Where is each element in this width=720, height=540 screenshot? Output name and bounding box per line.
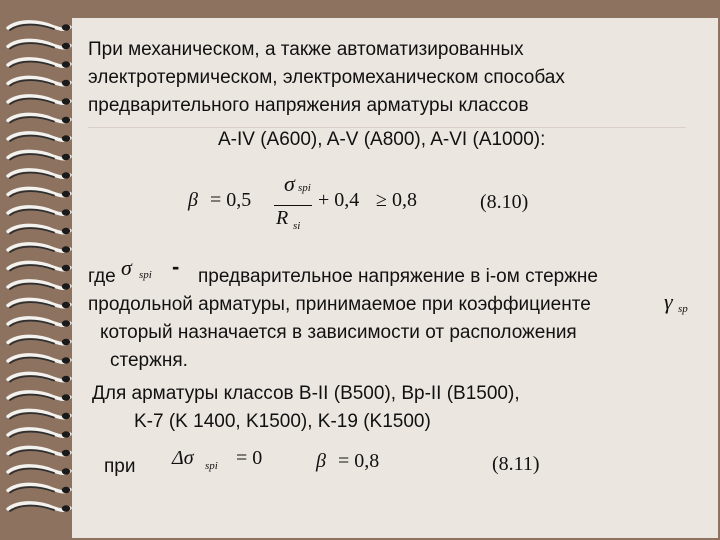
formula-number-8-11: (8.11) [492,453,540,475]
spiral-hole [62,394,70,400]
where-text-4: стержня. [110,350,188,371]
spiral-hole [62,191,70,197]
spiral-hole [62,98,70,104]
where-text-1: предварительное напряжение в i-ом стержне [198,266,598,287]
spiral-hole [62,283,70,289]
spiral-hole [62,246,70,252]
formula-number-8-10: (8.10) [480,191,529,213]
spiral-hole [62,117,70,123]
where-word: где [88,266,116,287]
spiral-hole [62,468,70,474]
where-sigma: σ [121,255,132,280]
intro-line-2: электротермическом, электромеханическом способах [88,67,565,88]
formula-sigma-sub: spi [298,182,311,194]
spiral-hole [62,24,70,30]
spiral-hole [62,228,70,234]
spiral-hole [62,320,70,326]
spiral-hole [62,209,70,215]
gamma-sub: sp [678,303,688,315]
formula-denominator: R [276,207,289,229]
where-dash: - [172,254,180,279]
spiral-hole [62,154,70,160]
spiral-hole [62,431,70,437]
spiral-binding [0,14,86,534]
spiral-hole [62,61,70,67]
formula-delta-eq: = 0 [236,447,263,469]
spiral-hole [62,357,70,363]
spiral-hole [62,172,70,178]
formula-ge-08: ≥ 0,8 [376,189,417,211]
where-text-3: который назначается в зависимости от расположения [100,322,577,343]
spiral-hole [62,505,70,511]
formula-sigma: σ [284,171,295,196]
spiral-hole [62,339,70,345]
formula-plus-04: + 0,4 [318,189,360,211]
spiral-hole [62,376,70,382]
formula-beta-2: β [316,450,326,472]
formula-beta-eq: = 0,8 [338,450,380,472]
gamma-symbol: γ [664,289,673,314]
arm-line-1: Для арматуры классов B-II (B500), Bp-II (B1500), [92,383,520,404]
formula-pri: при [104,456,136,477]
arm-line-2: K-7 (K 1400, K1500), K-19 (K1500) [134,411,431,432]
formula-delta-sigma: Δσ [172,447,194,469]
spiral-hole [62,487,70,493]
where-text-2: продольной арматуры, принимаемое при коэффициенте [88,294,591,315]
spiral-hole [62,80,70,86]
formula-beta: β [188,189,198,211]
spiral-hole [62,135,70,141]
intro-line-1: При механическом, а также автоматизированных [88,39,524,60]
where-sigma-sub: spi [139,269,152,281]
spiral-hole [62,265,70,271]
formula-denominator-sub: si [293,220,301,232]
spiral-hole [62,450,70,456]
intro-line-3: предварительного напряжения арматуры классов [88,95,529,116]
classes-line: A-IV (A600), A-V (A800), A-VI (A1000): [218,129,546,150]
formula-eq-05: = 0,5 [210,189,252,211]
spiral-hole [62,43,70,49]
formula-delta-sub: spi [205,460,218,472]
spiral-hole [62,302,70,308]
spiral-hole [62,413,70,419]
